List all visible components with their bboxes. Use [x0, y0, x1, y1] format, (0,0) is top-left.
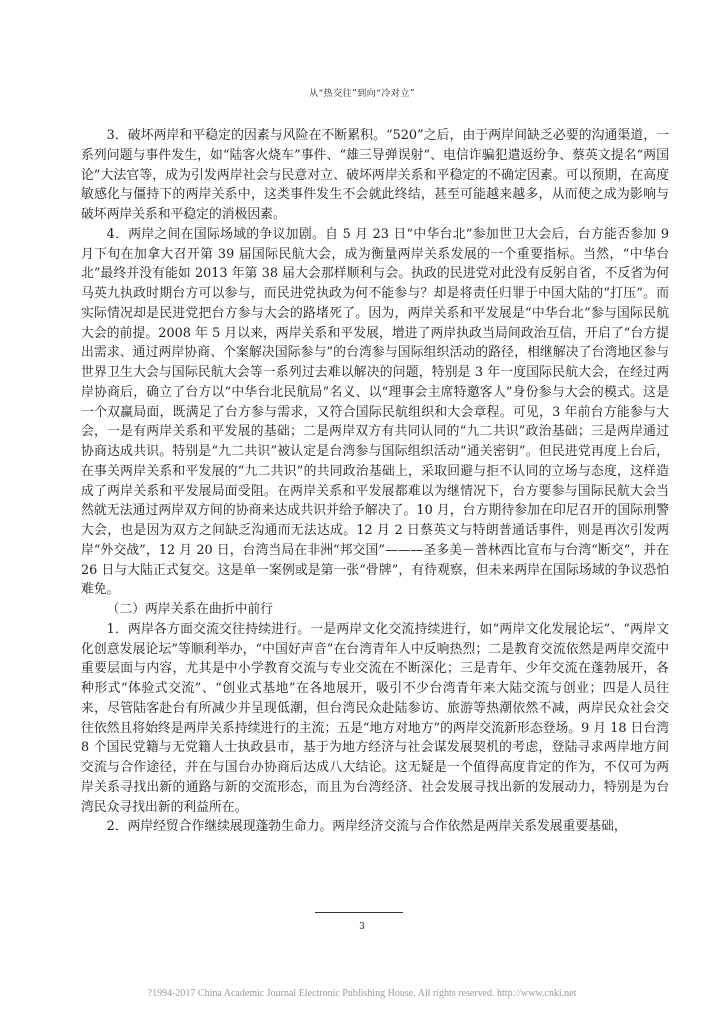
footnote-rule	[315, 912, 403, 913]
section-heading: （二）两岸关系在曲折中前行	[106, 602, 273, 617]
paragraph-exchanges: 1．两岸各方面交流交往持续进行。一是两岸文化交流持续进行，如“两岸文化发展论坛”、“两岸文化创意发展论坛”等顺利举办，“中国好声音”在台湾青年人中反响热烈；二是教育交流依然是两岸交流中重要层面与内容，尤其是中小学教育交流与专业交流在不断深化；三是青年、少年交流在蓬勃展开，各种形式“体验式交流”、“创业式基地”在各地展开，吸引不少台湾青年来大陆交流与创业；四是人员往来，尽管陆客赴台有所减少并呈现低潮，但台湾民众赴陆参访、旅游等热潮依然不减，两岸民众社会交往依然且将始终是两岸关系持续进行的主流；五是“地方对地方”的两岸交流新形态登场。9 月 18 日台湾 8 个国民党籍与无党籍人士执政县市，基于为地方经济与社会谋发展契机的考虑，登陆寻求两岸地方间交流与合作途径，并在与国台办协商后达成八大结论。这无疑是一个值得高度肯定的作为，不仅可为两岸关系寻找出新的通路与新的交流形态，而且为台湾经济、社会发展寻找出新的发展动力，特别是为台湾民众寻找出新的利益所在。	[81, 621, 669, 815]
paragraph-4: 4．两岸之间在国际场域的争议加剧。自 5 月 23 日“中华台北”参加世卫大会后，台方能否参加 9 月下旬在加拿大召开第 39 届国际民航大会，成为衡量两岸关系发展的一个重要指标。当然，“中华台北”最终并没有能如 2013 年第 38 届大会那样顺利与会。执政的民进党对此没有反躬自省，不反省为何马英九执政时期台方可以参与，而民进党执政为何不能参与？却是将责任归罪于中国大陆的“打压”。而实际情况却是民进党把台方参与大会的路堵死了。因为，两岸关系和平发展是“中华台北”参与国际民航大会的前提。2008 年 5 月以来，两岸关系和平发展，增进了两岸执政当局间政治互信，开启了“台方提出需求、通过两岸协商、个案解决国际参与”的台湾参与国际组织活动的路径，相继解决了台湾地区参与世界卫生大会与国际民航大会等一系列过去难以解决的问题，特别是 3 年一度国际民航大会，在经过两岸协商后，确立了台方以“中华台北民航局”名义、以“理事会主席特邀客人”身份参与大会的模式。这是一个双赢局面，既满足了台方参与需求，又符合国际民航组织和大会章程。可见，3 年前台方能参与大会，一是有两岸关系和平发展的基础；二是两岸双方有共同认同的“九二共识”政治基础；三是两岸通过协商达成共识。特别是“九二共识”被认定是台湾参与国际组织活动“通关密钥”。但民进党再度上台后，在事关两岸关系和平发展的“九二共识”的共同政治基础上，采取回避与拒不认同的立场与态度，这样造成了两岸关系和平发展局面受阻。在两岸关系和平发展都难以为继情况下，台方要参与国际民航大会当然就无法通过两岸双方间的协商来达成共识并给予解决了。10 月，台方期待参加在印尼召开的国际刑警大会，也是因为双方之间缺乏沟通而无法达成。12 月 2 日蔡英文与特朗普通话事件，则是再次引发两岸“外交战”，12 月 20 日，台湾当局在非洲“邦交国”———圣多美－普林西比宣布与台湾“断交”，并在 26 日与大陆正式复交。这是单一案例或是第一张“骨牌”，有待观察，但未来两岸在国际场域的争议恐怕难免。	[81, 226, 669, 598]
paragraph-3: 3．破坏两岸和平稳定的因素与风险在不断累积。“520”之后，由于两岸间缺乏必要的沟通渠道，一系列问题与事件发生，如“陆客火烧车”事件、“雄三导弹误射”、电信诈骗犯遣返纷争、蔡英文提名“两国论”大法官等，成为引发两岸社会与民意对立、破坏两岸关系和平稳定的不确定因素。可以预期，在高度敏感化与僵持下的两岸关系中，这类事件发生不会就此终结，甚至可能越来越多，从而使之成为影响与破坏两岸关系和平稳定的消极因素。	[81, 128, 669, 222]
running-header: 从“热交往”到向“冷对立”	[309, 89, 415, 99]
paragraph-economic: 2．两岸经贸合作继续展现蓬勃生命力。两岸经济交流与合作依然是两岸关系发展重要基础，	[106, 819, 627, 835]
copyright-watermark: ?1994-2017 China Academic Journal Electronic Publishing House. All rights reserved. http://www.cnki.net	[147, 988, 577, 999]
page-number: 3	[359, 922, 365, 932]
article-body	[81, 126, 669, 837]
